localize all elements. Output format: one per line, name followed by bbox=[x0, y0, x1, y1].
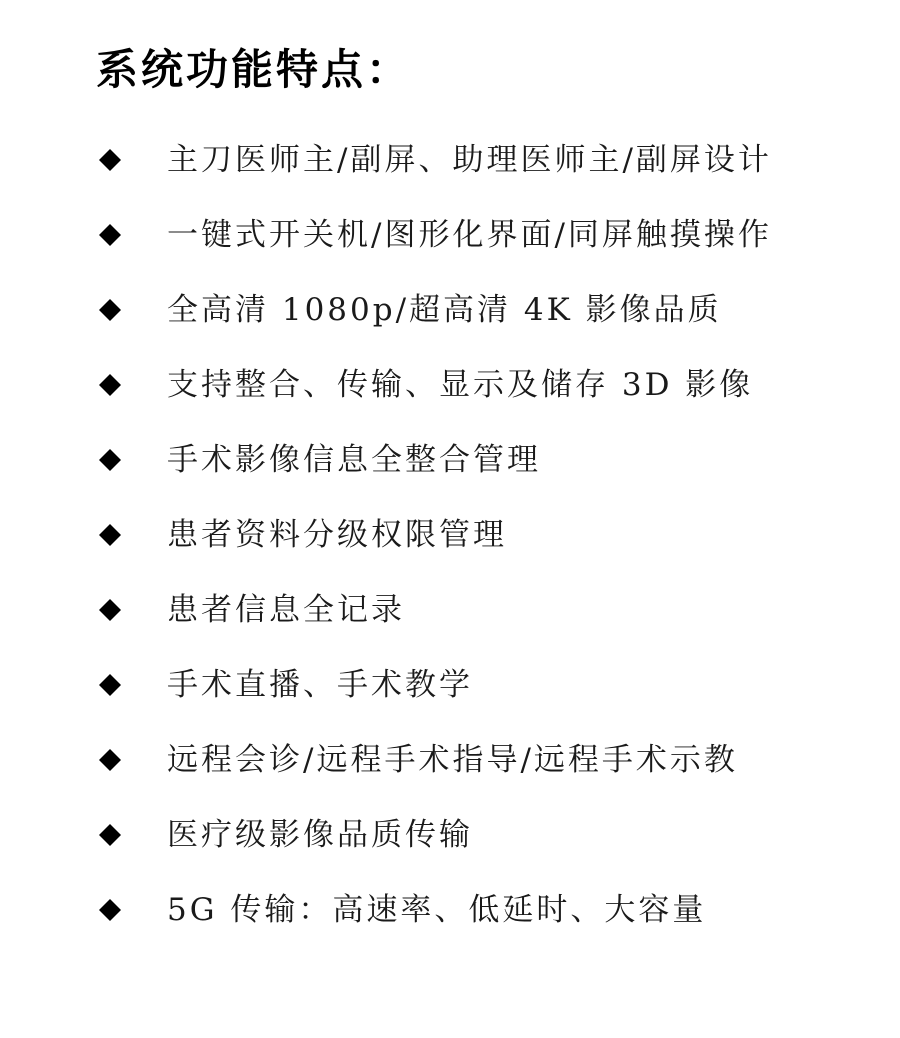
feature-text: 手术影像信息全整合管理 bbox=[167, 441, 541, 478]
feature-text: 一键式开关机/图形化界面/同屏触摸操作 bbox=[167, 216, 772, 253]
diamond-bullet-icon bbox=[99, 299, 121, 321]
feature-item bbox=[95, 122, 772, 197]
diamond-bullet-icon bbox=[99, 599, 121, 621]
feature-text: 患者资料分级权限管理 bbox=[167, 516, 507, 553]
diamond-bullet-icon bbox=[99, 374, 121, 396]
feature-text: 远程会诊/远程手术指导/远程手术示教 bbox=[167, 741, 738, 778]
feature-text: 医疗级影像品质传输 bbox=[167, 816, 473, 853]
feature-item bbox=[95, 497, 772, 572]
diamond-bullet-icon bbox=[99, 524, 121, 546]
feature-text: 手术直播、手术教学 bbox=[167, 666, 473, 703]
feature-text: 支持整合、传输、显示及储存 3D 影像 bbox=[167, 366, 754, 403]
feature-text: 5G 传输：高速率、低延时、大容量 bbox=[167, 891, 707, 928]
diamond-bullet-icon bbox=[99, 224, 121, 246]
feature-item bbox=[95, 797, 772, 872]
feature-item bbox=[95, 347, 772, 422]
feature-item bbox=[95, 647, 772, 722]
diamond-bullet-icon bbox=[99, 899, 121, 921]
diamond-bullet-icon bbox=[99, 149, 121, 171]
feature-item bbox=[95, 872, 772, 947]
diamond-bullet-icon bbox=[99, 674, 121, 696]
feature-item bbox=[95, 722, 772, 797]
page-title: 系统功能特点： bbox=[96, 45, 412, 94]
feature-list bbox=[95, 122, 772, 947]
feature-item bbox=[95, 197, 772, 272]
feature-item bbox=[95, 422, 772, 497]
feature-item bbox=[95, 272, 772, 347]
diamond-bullet-icon bbox=[99, 449, 121, 471]
diamond-bullet-icon bbox=[99, 749, 121, 771]
feature-text: 主刀医师主/副屏、助理医师主/副屏设计 bbox=[167, 141, 772, 178]
feature-text: 患者信息全记录 bbox=[167, 591, 405, 628]
feature-text: 全高清 1080p/超高清 4K 影像品质 bbox=[167, 291, 722, 328]
feature-item bbox=[95, 572, 772, 647]
diamond-bullet-icon bbox=[99, 824, 121, 846]
